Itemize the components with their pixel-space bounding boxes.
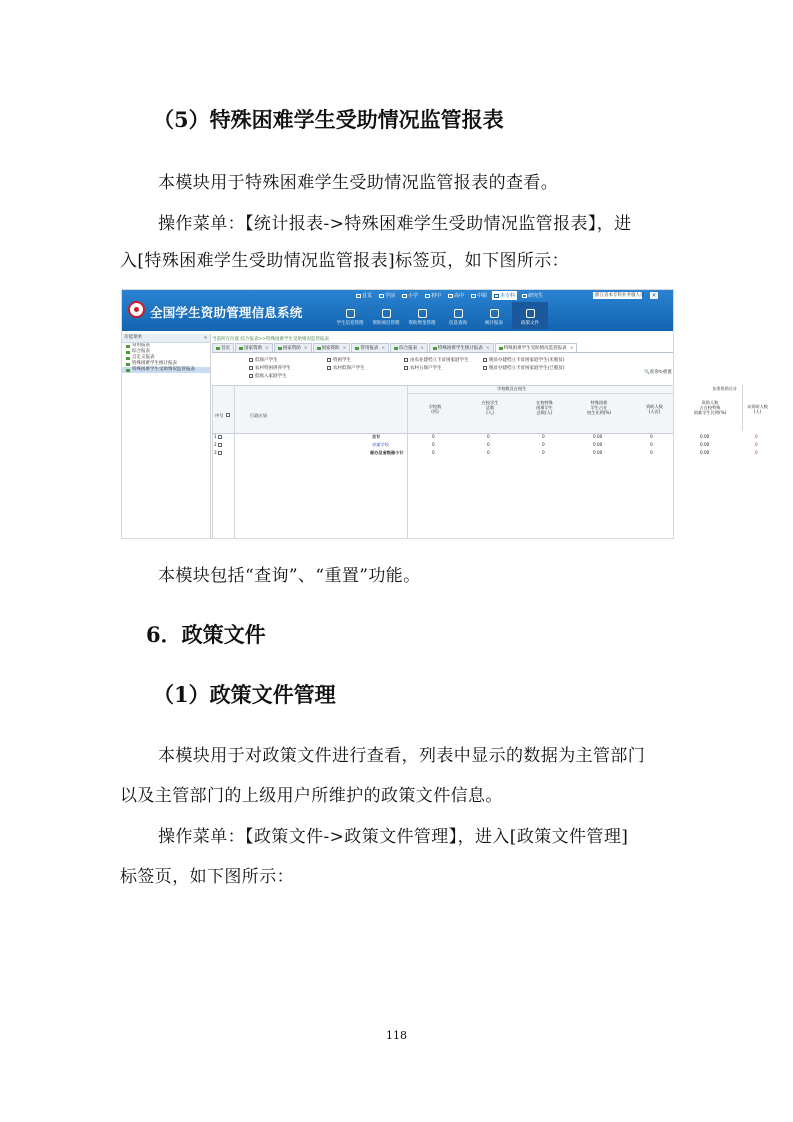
system-title: 全国学生资助管理信息系统 <box>150 305 303 320</box>
tab-hardship-monitor[interactable]: 特殊困难学生受助情况监管报表 × <box>495 343 578 352</box>
row-checkbox[interactable] <box>218 443 222 447</box>
checkbox[interactable] <box>404 366 408 370</box>
function-sidebar <box>122 334 211 538</box>
top-link-undergrad[interactable]: 本专科 <box>492 291 517 300</box>
paragraph-menu-line1: 操作菜单：【统计报表->特殊困难学生受助情况监管报表】，进 <box>158 214 632 234</box>
tab-icon <box>394 347 398 350</box>
users-icon <box>346 309 355 318</box>
module-policy-docs[interactable]: 政策文件 <box>512 302 548 329</box>
group-header-aid-total: 各类资助合计 <box>712 386 738 391</box>
collapse-icon[interactable]: « <box>203 335 207 341</box>
tab-icon <box>216 347 220 350</box>
system-header <box>122 290 673 331</box>
preschool-icon <box>379 294 384 298</box>
heading-policy-management: （1）政策文件管理 <box>153 682 336 707</box>
top-link-senior[interactable]: 高中 <box>446 291 466 300</box>
filter-registered-lifted[interactable]: 脱贫办建档立卡贫困家庭学生(已脱贫) <box>483 365 565 371</box>
col-unaided-count: 未资助人数 (人) <box>747 404 768 414</box>
sidebar-item-hardship-stats[interactable]: 特殊困难学生统计报表 <box>122 361 210 367</box>
section-policy-documents: 6．政策文件 <box>146 622 266 647</box>
col-school-count: 学校数 (所) <box>428 404 442 414</box>
tab-national-aid-2[interactable]: 国家资助 × <box>274 343 312 352</box>
sidebar-item-custom-reports[interactable]: 自定义报表 <box>122 355 210 361</box>
checkbox[interactable] <box>327 358 331 362</box>
tab-icon <box>499 347 503 350</box>
sidebar-header: 功能菜单 « <box>122 334 210 343</box>
tab-bar <box>212 343 673 353</box>
top-link-junior[interactable]: 初中 <box>423 291 443 300</box>
row-checkbox[interactable] <box>218 435 222 439</box>
tab-icon <box>355 347 359 350</box>
group-header-schools-students: 学校数及在校生 <box>497 386 527 391</box>
checkbox[interactable] <box>404 358 408 362</box>
paragraph-menu-line2: 入[特殊困难学生受助情况监管报表]标签页，如下图所示： <box>120 251 570 271</box>
report-screenshot <box>121 289 768 539</box>
sidebar-item-common-reports[interactable]: 常用报表 <box>122 343 210 349</box>
tab-home[interactable]: 首页 <box>212 343 234 352</box>
paragraph-policy-line2: 以及主管部门的上级用户所维护的政策文件信息。 <box>120 786 503 806</box>
folder-icon <box>126 351 130 354</box>
select-all-checkbox[interactable] <box>226 413 230 417</box>
paragraph-functions: 本模块包括“查询”、“重置”功能。 <box>158 566 421 586</box>
top-link-graduate[interactable]: 研究生 <box>520 291 545 300</box>
module-statistics[interactable]: 统计报表 <box>476 302 512 329</box>
module-aid-funds[interactable]: 资助资金管理 <box>404 302 440 329</box>
filter-agri-registered[interactable]: 由农业建档立卡贫困家庭学生 <box>404 357 469 363</box>
home-icon <box>356 294 361 298</box>
col-aided-count: 资助人数 (人次) <box>646 404 663 414</box>
col-student-total: 在校学生 总数 (人) <box>481 400 499 415</box>
page-number: 118 <box>386 1029 407 1042</box>
tab-icon <box>433 347 437 350</box>
heading-special-hardship-report: （5）特殊困难学生受助情况监管报表 <box>153 107 504 132</box>
tab-national-aid-1[interactable]: 国家资助 × <box>235 343 273 352</box>
query-button[interactable]: 🔍查询 <box>644 370 659 375</box>
checkbox[interactable] <box>249 366 253 370</box>
briefcase-icon <box>382 309 391 318</box>
document-icon <box>526 309 535 318</box>
col-aided-ratio: 资助人数 占在校特殊 困难学生比例(%) <box>693 400 727 415</box>
junior-icon <box>425 294 430 298</box>
folder-icon <box>126 345 130 348</box>
filter-registered-not-lifted[interactable]: 脱贫办建档立卡贫困家庭学生(未脱贫) <box>483 357 565 363</box>
top-link-primary[interactable]: 小学 <box>400 291 420 300</box>
checkbox[interactable] <box>249 358 253 362</box>
col-hardship-total: 在校特殊 困难学生 总数(人) <box>536 400 553 415</box>
module-aid-projects[interactable]: 资助项目管理 <box>368 302 404 329</box>
checkbox[interactable] <box>483 358 487 362</box>
region-link[interactable]: 省属学校 <box>372 442 389 447</box>
top-link-home[interactable]: 首页 <box>354 291 374 300</box>
filter-rural-low-income[interactable]: 农村低保户学生 <box>327 365 365 371</box>
paragraph-policy-menu-line2: 标签页，如下图所示： <box>120 867 294 887</box>
tab-icon <box>239 347 243 350</box>
tab-icon <box>278 347 282 350</box>
module-student-info[interactable]: 学生信息管理 <box>332 302 368 329</box>
top-link-preschool[interactable]: 学前 <box>377 291 397 300</box>
tab-icon <box>317 347 321 350</box>
paragraph-policy-line1: 本模块用于对政策文件进行查看，列表中显示的数据为主管部门 <box>158 746 646 766</box>
sidebar-item-hardship-monitor[interactable]: 特殊困难学生受助情况监管报表 <box>122 367 210 373</box>
filter-panel <box>244 356 664 384</box>
pie-chart-icon <box>490 309 499 318</box>
vocational-icon <box>471 294 476 298</box>
col-seq: 序号 <box>215 413 224 418</box>
paragraph-policy-menu-line1: 操作菜单：【政策文件->政策文件管理】，进入[政策文件管理] <box>158 827 629 847</box>
graduate-icon <box>522 294 527 298</box>
filter-special-hardship[interactable]: 特困学生 <box>327 357 351 363</box>
tab-combined-reports[interactable]: 综合报表 × <box>390 343 428 352</box>
tab-common-reports[interactable]: 常用报表 × <box>351 343 389 352</box>
folder-icon <box>126 363 130 366</box>
report-table: 学校数及在校生 各类资助合计 序号 行政区划 学校数 (所) 在校学生 总数 (人) 在校特殊 困难学生 总数(人) 特殊困难 学生占在 校生比例(%) 资助人数 (人次) 资助人数 占在校特殊 困难学生比例(%) 未资助人数 (人) 1 合计 0 0 0 0.00 0 0.00 0 2 省属学校 0 0 0 0.00 0 0.00 0 3 部办及省级部小计 0 0 0 0.00 0 0.00 0 <box>212 385 673 538</box>
primary-icon <box>402 294 407 298</box>
filter-rural-special-support[interactable]: 农村特困供养学生 <box>249 365 291 371</box>
checkbox[interactable] <box>249 374 253 378</box>
region-select[interactable]: 浙江省本专科业务服人员 <box>595 293 645 298</box>
close-button[interactable]: ✕ <box>651 292 657 299</box>
top-link-vocational[interactable]: 中职 <box>469 291 489 300</box>
graduation-cap-icon <box>494 294 499 298</box>
row-checkbox[interactable] <box>218 451 222 455</box>
module-info-query[interactable]: 信息查询 <box>440 302 476 329</box>
tab-hardship-stats[interactable]: 特殊困难学生统计报表 × <box>429 343 494 352</box>
filter-rural-five-guarantee[interactable]: 农村五保户学生 <box>404 365 442 371</box>
money-icon <box>418 309 427 318</box>
paragraph-intro: 本模块用于特殊困难学生受助情况监管报表的查看。 <box>158 173 559 193</box>
tab-national-aid-3[interactable]: 国家资助 × <box>313 343 351 352</box>
filter-low-income-household[interactable]: 低保户学生 <box>249 357 278 363</box>
sidebar-item-combined-reports[interactable]: 综合报表 <box>122 349 210 355</box>
senior-icon <box>448 294 453 298</box>
search-icon <box>454 309 463 318</box>
reset-icon: ↻ <box>659 370 663 375</box>
col-region: 行政区划 <box>250 413 267 418</box>
filter-low-income-family[interactable]: 低收入家庭学生 <box>249 373 287 379</box>
module-nav <box>332 302 548 329</box>
checkbox[interactable] <box>483 366 487 370</box>
col-hardship-ratio: 特殊困难 学生占在 校生比例(%) <box>587 400 611 415</box>
reset-button[interactable]: ↻重置 <box>659 370 672 375</box>
breadcrumb: 当前所在位置 综合报表>>特殊困难学生受助情况监管报表 <box>212 337 329 342</box>
search-icon: 🔍 <box>644 370 650 375</box>
checkbox[interactable] <box>327 366 331 370</box>
system-logo-icon <box>128 301 145 318</box>
folder-icon <box>126 369 130 372</box>
folder-icon <box>126 357 130 360</box>
top-level-links <box>354 291 545 300</box>
